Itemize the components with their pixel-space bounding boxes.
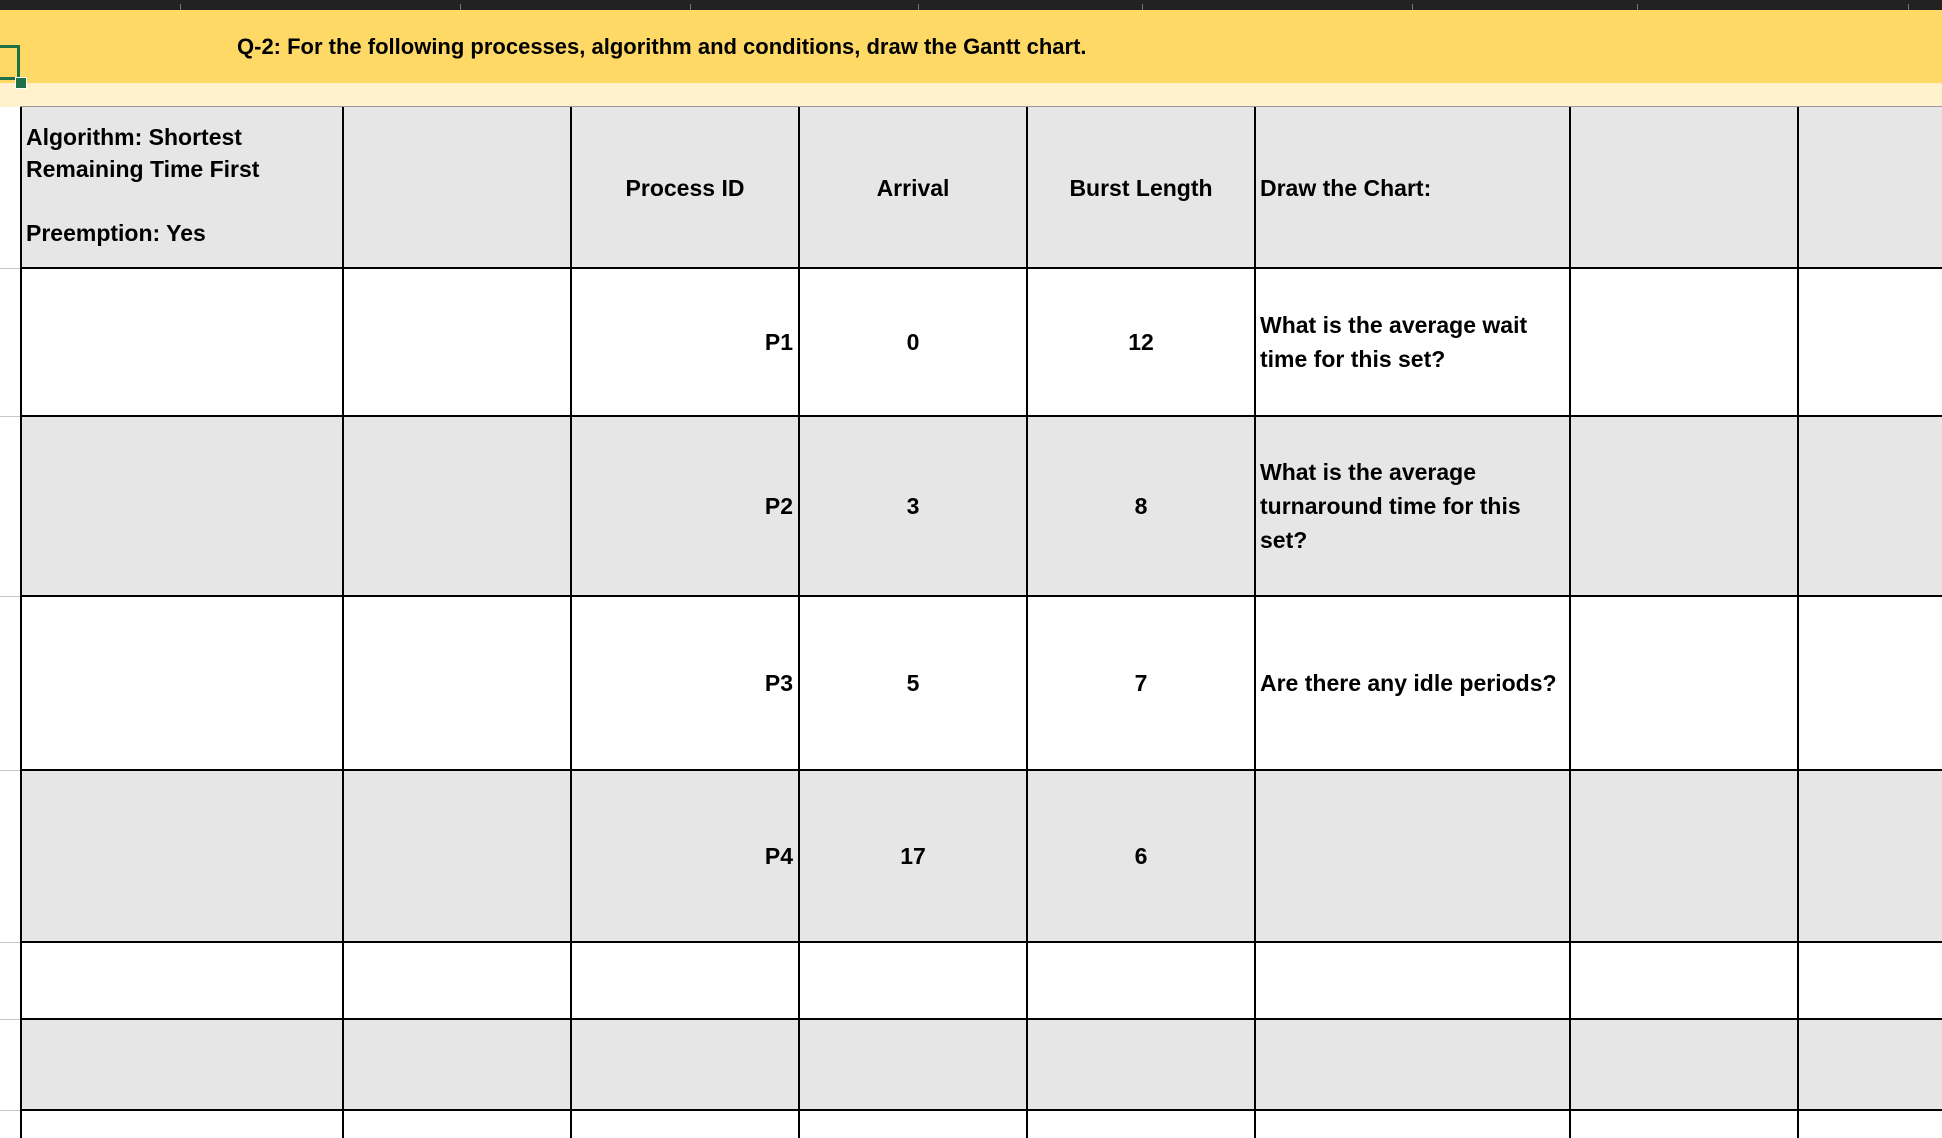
row-border: [20, 106, 1942, 107]
empty-cell[interactable]: [21, 416, 343, 596]
empty-cell[interactable]: [343, 770, 571, 942]
row-gridline: [0, 942, 21, 943]
process-id-cell[interactable]: P2: [571, 416, 799, 596]
empty-row[interactable]: [21, 942, 1942, 1019]
arrival-cell[interactable]: 0: [799, 268, 1027, 416]
empty-cell[interactable]: [343, 416, 571, 596]
fill-handle[interactable]: [15, 77, 27, 89]
row-gridline: [0, 1019, 21, 1020]
row-border: [20, 595, 1942, 597]
process-id-cell[interactable]: P4: [571, 770, 799, 942]
column-border: [1569, 107, 1571, 1138]
process-id-cell[interactable]: P1: [571, 268, 799, 416]
column-border: [342, 107, 344, 1138]
algorithm-label: Algorithm: Shortest Remaining Time First: [26, 124, 260, 182]
row-border: [20, 267, 1942, 269]
empty-cell[interactable]: [1570, 268, 1798, 416]
avg-wait-question[interactable]: What is the average wait time for this set?: [1255, 268, 1570, 416]
empty-cell[interactable]: [1798, 770, 1942, 942]
header-process-id[interactable]: Process ID: [571, 107, 799, 268]
avg-turnaround-question[interactable]: What is the average turnaround time for this set?: [1255, 416, 1570, 596]
empty-cell[interactable]: [343, 596, 571, 770]
empty-cell[interactable]: [1570, 770, 1798, 942]
empty-cell[interactable]: [1570, 416, 1798, 596]
column-border: [1797, 107, 1799, 1138]
empty-cell[interactable]: [1798, 107, 1942, 268]
arrival-cell[interactable]: 17: [799, 770, 1027, 942]
header-draw-chart[interactable]: Draw the Chart:: [1255, 107, 1570, 268]
empty-cell[interactable]: [21, 770, 343, 942]
header-burst-length[interactable]: Burst Length: [1027, 107, 1255, 268]
empty-cell[interactable]: [343, 107, 571, 268]
row-border: [20, 415, 1942, 417]
empty-row[interactable]: [21, 1019, 1942, 1110]
question-title: Q-2: For the following processes, algorithm and conditions, draw the Gantt chart.: [237, 34, 1087, 59]
empty-cell[interactable]: [1798, 596, 1942, 770]
process-id-cell[interactable]: P3: [571, 596, 799, 770]
arrival-cell[interactable]: 5: [799, 596, 1027, 770]
title-banner-lower-strip[interactable]: [0, 83, 1942, 107]
row-border: [20, 1109, 1942, 1111]
row-gridline: [0, 770, 21, 771]
row-border: [20, 941, 1942, 943]
preemption-label: Preemption: Yes: [26, 220, 206, 246]
idle-question[interactable]: Are there any idle periods?: [1255, 596, 1570, 770]
column-header-strip: [0, 0, 1942, 10]
algorithm-cell[interactable]: [21, 107, 343, 268]
row-gridline: [0, 1110, 21, 1111]
arrival-cell[interactable]: 3: [799, 416, 1027, 596]
row-gridline: [0, 596, 21, 597]
empty-cell[interactable]: [1570, 107, 1798, 268]
header-arrival[interactable]: Arrival: [799, 107, 1027, 268]
empty-cell[interactable]: [1255, 770, 1570, 942]
row-gridline: [0, 416, 21, 417]
column-border: [1026, 107, 1028, 1138]
active-cell-selection[interactable]: [0, 45, 20, 80]
empty-cell[interactable]: [21, 268, 343, 416]
empty-cell[interactable]: [343, 268, 571, 416]
row-border: [20, 769, 1942, 771]
column-border: [1254, 107, 1256, 1138]
row-gridline: [0, 268, 21, 269]
empty-cell[interactable]: [21, 596, 343, 770]
column-border: [570, 107, 572, 1138]
burst-cell[interactable]: 8: [1027, 416, 1255, 596]
empty-cell[interactable]: [1570, 596, 1798, 770]
column-border: [798, 107, 800, 1138]
burst-cell[interactable]: 6: [1027, 770, 1255, 942]
row-border: [20, 1018, 1942, 1020]
empty-cell[interactable]: [1798, 416, 1942, 596]
burst-cell[interactable]: 7: [1027, 596, 1255, 770]
empty-row[interactable]: [21, 1110, 1942, 1138]
column-border: [20, 107, 22, 1138]
burst-cell[interactable]: 12: [1027, 268, 1255, 416]
empty-cell[interactable]: [1798, 268, 1942, 416]
